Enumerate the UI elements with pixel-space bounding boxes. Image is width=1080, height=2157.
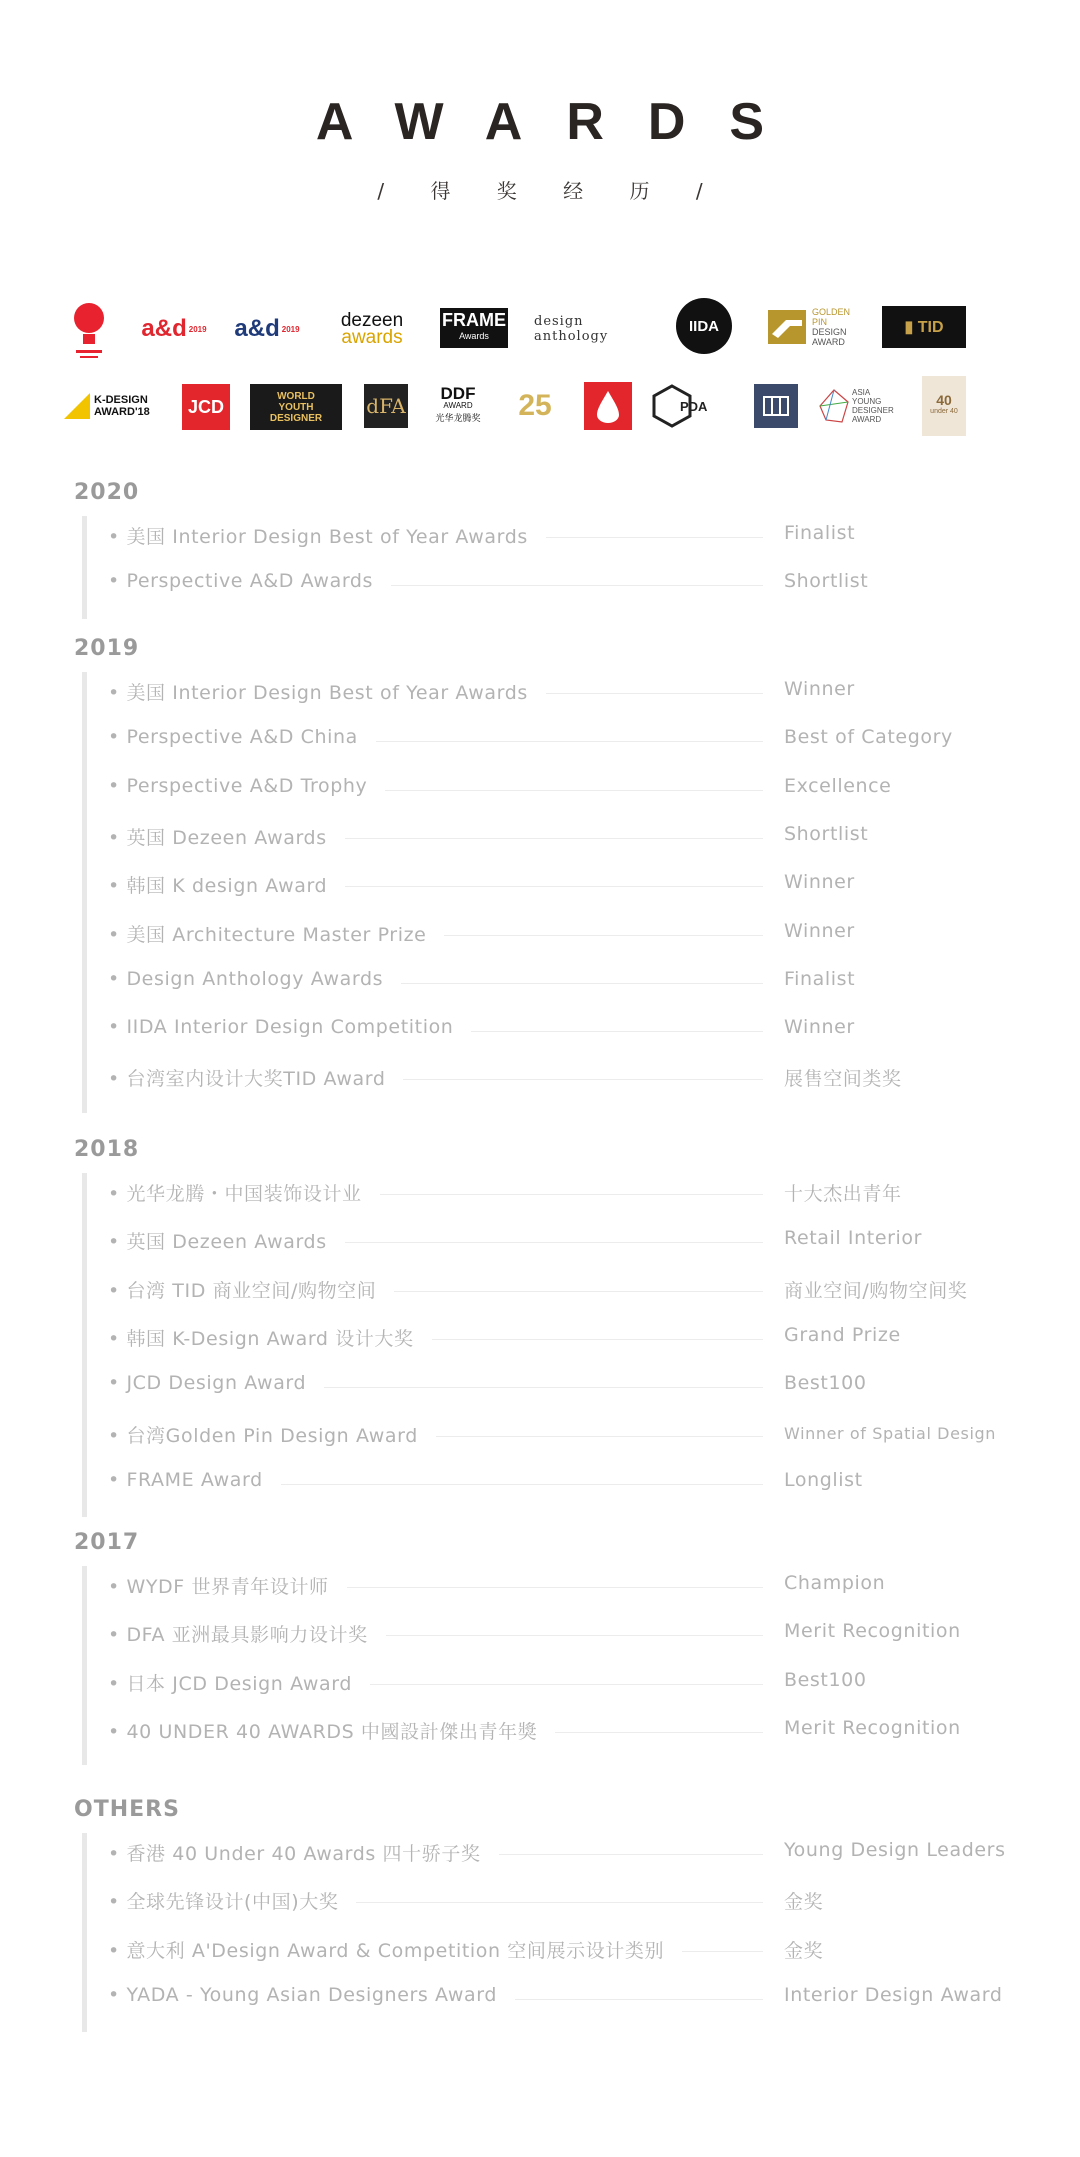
page-subtitle: / 得 奖 经 历 / (377, 179, 723, 203)
design-anthology-logo: design anthology (534, 314, 609, 344)
award-result: Winner (784, 1016, 855, 1039)
award-name: • 意大利 A'Design Award & Competition 空间展示设计类别 (108, 1936, 682, 1963)
pda-logo: PDA (652, 382, 730, 430)
award-row (108, 1887, 1048, 1927)
award-result: 金奖 (784, 1891, 824, 1914)
award-row (108, 1016, 1048, 1056)
award-result: Winner (784, 919, 855, 942)
award-row (108, 1669, 1048, 1709)
award-result: Longlist (784, 1468, 863, 1491)
award-name: • 台湾 TID 商业空间/购物空间 (108, 1276, 394, 1303)
anniversary-logo: 25 (518, 389, 552, 422)
award-name: • 韩国 K-Design Award 设计大奖 (108, 1324, 432, 1351)
section-bar (82, 516, 87, 619)
award-row (108, 678, 1048, 718)
award-row (108, 570, 1048, 610)
institute-logo (754, 384, 798, 428)
award-row (108, 1064, 1048, 1104)
award-name: • Design Anthology Awards (108, 968, 401, 990)
award-name: • 美国 Interior Design Best of Year Awards (108, 678, 546, 705)
award-name: • 美国 Interior Design Best of Year Awards (108, 522, 546, 549)
award-row (108, 823, 1048, 863)
page-title: AWARDS (315, 93, 809, 151)
award-name: • Perspective A&D Trophy (108, 775, 385, 797)
award-name: • DFA 亚洲最具影响力设计奖 (108, 1620, 386, 1647)
award-name: • JCD Design Award (108, 1372, 324, 1394)
ad-china-logo: a&d 2019 (141, 315, 207, 342)
award-name: • 台湾室内设计大奖TID Award (108, 1064, 403, 1091)
award-result: 金奖 (784, 1939, 824, 1962)
dezeen-awards-logo: dezeen awards (340, 310, 404, 348)
year-heading: 2020 (74, 480, 140, 505)
award-result: Merit Recognition (784, 1716, 961, 1739)
award-name: • 光华龙腾・中国装饰设计业 (108, 1179, 380, 1206)
award-result: 展售空间类奖 (784, 1068, 902, 1091)
award-row (108, 1421, 1048, 1461)
award-row (108, 920, 1048, 960)
section-bar (82, 1173, 87, 1517)
dfa-logo: dFA (364, 384, 408, 428)
award-result: Best of Category (784, 726, 953, 749)
section-bar (82, 672, 87, 1113)
award-name: • 英国 Dezeen Awards (108, 1227, 345, 1254)
award-row (108, 968, 1048, 1008)
tid-logo: ▮ TID (882, 306, 966, 348)
section-bar (82, 1566, 87, 1765)
award-result: Shortlist (784, 570, 869, 593)
award-row (108, 1179, 1048, 1219)
year-heading: 2019 (74, 636, 140, 661)
award-name: • 香港 40 Under 40 Awards 四十骄子奖 (108, 1839, 499, 1866)
award-result: Shortlist (784, 822, 869, 845)
award-row (108, 1324, 1048, 1364)
a-design-logo (584, 382, 632, 430)
year-heading: 2018 (74, 1137, 140, 1162)
ad-trophy-logo: a&d 2019 (234, 315, 300, 342)
iida-logo: IIDA (676, 298, 732, 354)
award-name: • YADA - Young Asian Designers Award (108, 1984, 515, 2006)
award-result: Best100 (784, 1372, 867, 1395)
award-result: Winner of Spatial Design (784, 1423, 997, 1443)
logo-row-2 (64, 376, 1004, 446)
golden-pin-logo: GOLDEN PIN DESIGN AWARD (768, 304, 864, 350)
award-name: • 全球先锋设计(中国)大奖 (108, 1887, 356, 1914)
award-row (108, 871, 1048, 911)
award-result: Retail Interior (784, 1227, 923, 1250)
award-row (108, 522, 1048, 562)
award-result: 商业空间/购物空间奖 (784, 1279, 968, 1302)
award-row (108, 1276, 1048, 1316)
award-row (108, 1469, 1048, 1509)
award-row (108, 1936, 1048, 1976)
award-row (108, 1620, 1048, 1660)
award-name: • WYDF 世界青年设计师 (108, 1572, 347, 1599)
award-result: Young Design Leaders (784, 1839, 1006, 1861)
award-row (108, 1572, 1048, 1612)
award-name: • FRAME Award (108, 1469, 281, 1491)
40-under-40-logo: 40 under 40 (922, 376, 966, 436)
award-name: • Perspective A&D Awards (108, 570, 391, 592)
award-result: Best100 (784, 1668, 867, 1691)
award-row (108, 726, 1048, 766)
award-result: 十大杰出青年 (784, 1183, 902, 1205)
award-name: • 美国 Architecture Master Prize (108, 920, 444, 947)
award-result: Finalist (784, 522, 856, 544)
logo-row-1 (64, 296, 1004, 366)
k-design-logo: K-DESIGN AWARD'18 (64, 386, 160, 426)
award-name: • 英国 Dezeen Awards (108, 823, 345, 850)
award-result: Finalist (784, 967, 856, 990)
year-heading: OTHERS (74, 1797, 180, 1822)
award-result: Winner (784, 678, 855, 700)
award-row (108, 1839, 1048, 1879)
award-row (108, 1372, 1048, 1412)
award-row (108, 775, 1048, 815)
award-row (108, 1227, 1048, 1267)
section-bar (82, 1833, 87, 2032)
award-name: • 40 UNDER 40 AWARDS 中國設計傑出青年獎 (108, 1717, 555, 1744)
world-youth-designer-logo: WORLD YOUTH DESIGNER (250, 384, 342, 430)
award-result: Champion (784, 1572, 886, 1594)
award-name: • IIDA Interior Design Competition (108, 1016, 471, 1038)
asia-young-designer-logo: ASIA YOUNG DESIGNER AWARD (816, 380, 900, 432)
award-result: Grand Prize (784, 1323, 901, 1346)
award-name: • 日本 JCD Design Award (108, 1669, 370, 1696)
award-name: • 台湾Golden Pin Design Award (108, 1421, 436, 1448)
award-result: Interior Design Award (784, 1983, 1003, 2006)
jcd-logo: JCD (182, 384, 230, 430)
ddf-award-logo: DDF AWARD 光华龙腾奖 (435, 384, 481, 423)
award-name: • 韩国 K design Award (108, 871, 345, 898)
award-row (108, 1717, 1048, 1757)
year-heading: 2017 (74, 1530, 140, 1555)
bulb-award-logo (72, 296, 106, 362)
award-row (108, 1984, 1048, 2024)
frame-awards-logo: FRAME Awards (440, 308, 508, 348)
award-name: • Perspective A&D China (108, 726, 376, 748)
award-result: Merit Recognition (784, 1620, 961, 1643)
award-result: Winner (784, 871, 855, 894)
award-result: Excellence (784, 774, 892, 797)
